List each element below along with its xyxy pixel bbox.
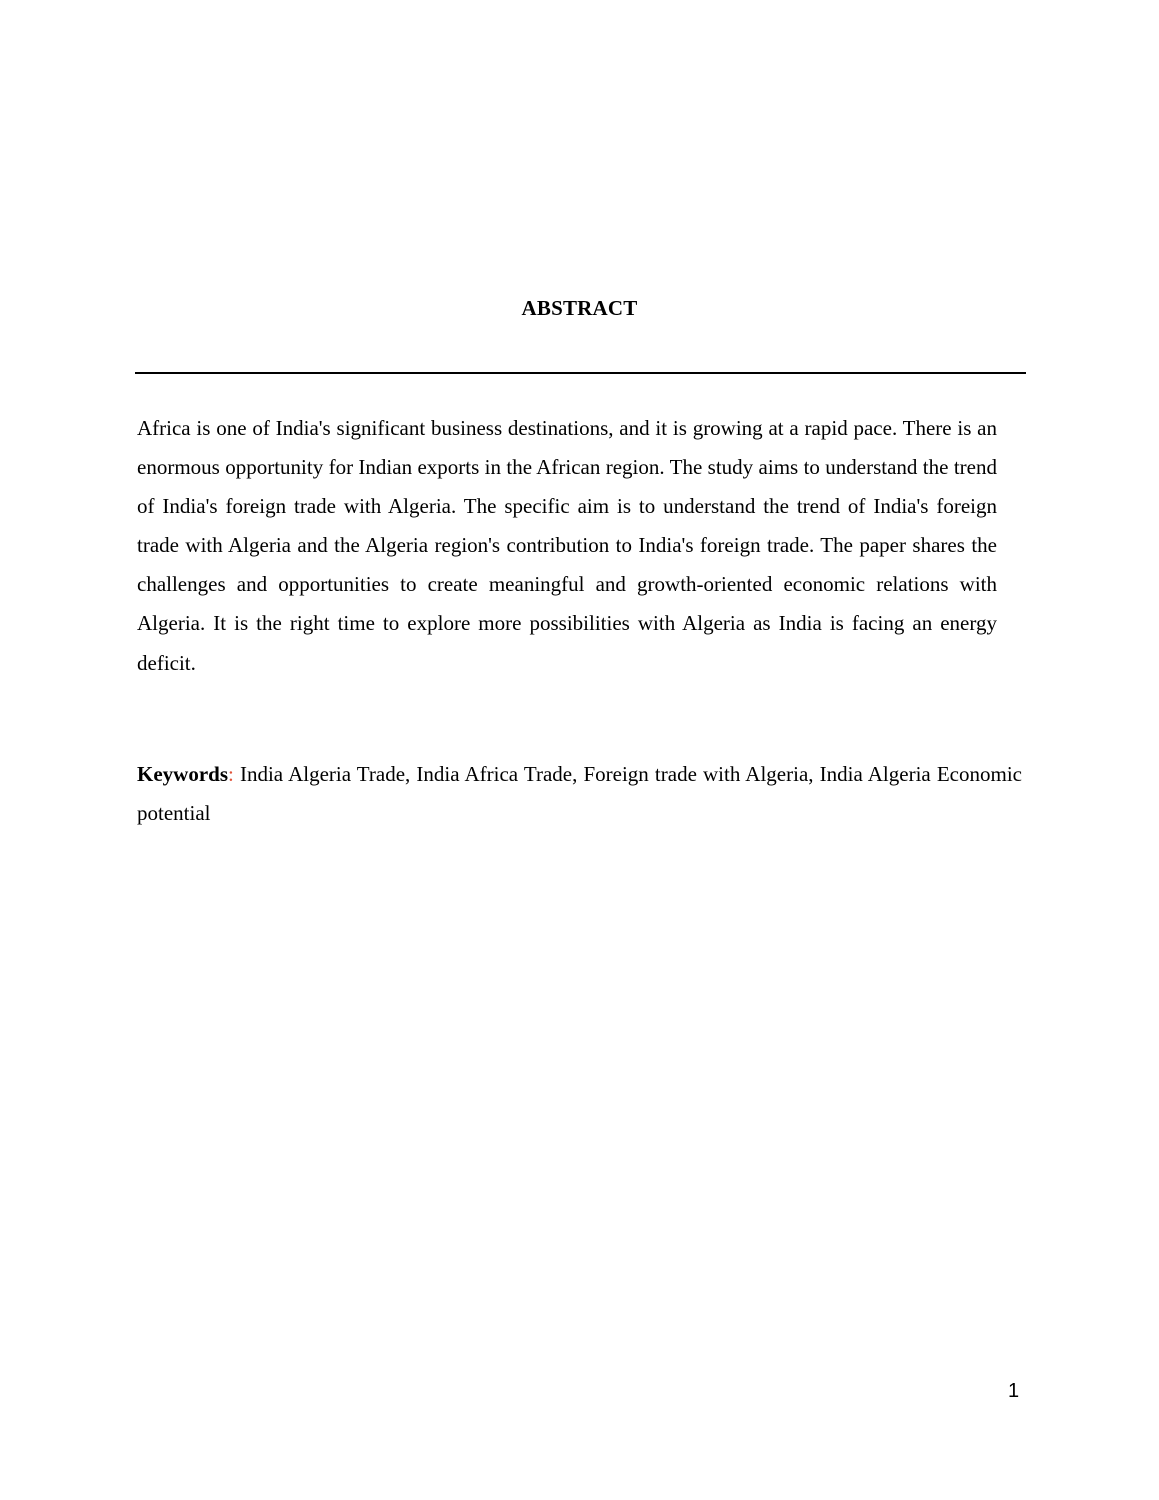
abstract-heading: ABSTRACT [521, 296, 638, 320]
keywords-separator: : [228, 762, 234, 786]
page-number: 1 [1008, 1380, 1020, 1402]
keywords-paragraph [137, 755, 1022, 833]
heading-divider [135, 372, 1026, 374]
keywords-list: India Algeria Trade, India Africa Trade, Foreign trade with Algeria, India Algeria Economic potential [137, 762, 1022, 825]
keywords-label: Keywords [137, 762, 228, 786]
abstract-paragraph: Africa is one of India's significant business destinations, and it is growing at a rapid pace. There is an enormous opportunity for Indian exports in the African region. The study aims to understand the trend of India's foreign trade with Algeria. The specific aim is to understand the trend of India's foreign trade with Algeria and the Algeria region's contribution to India's foreign trade. The paper shares the challenges and opportunities to create meaningful and growth-oriented economic relations with Algeria. It is the right time to explore more possibilities with Algeria as India is facing an energy deficit. [137, 416, 997, 675]
